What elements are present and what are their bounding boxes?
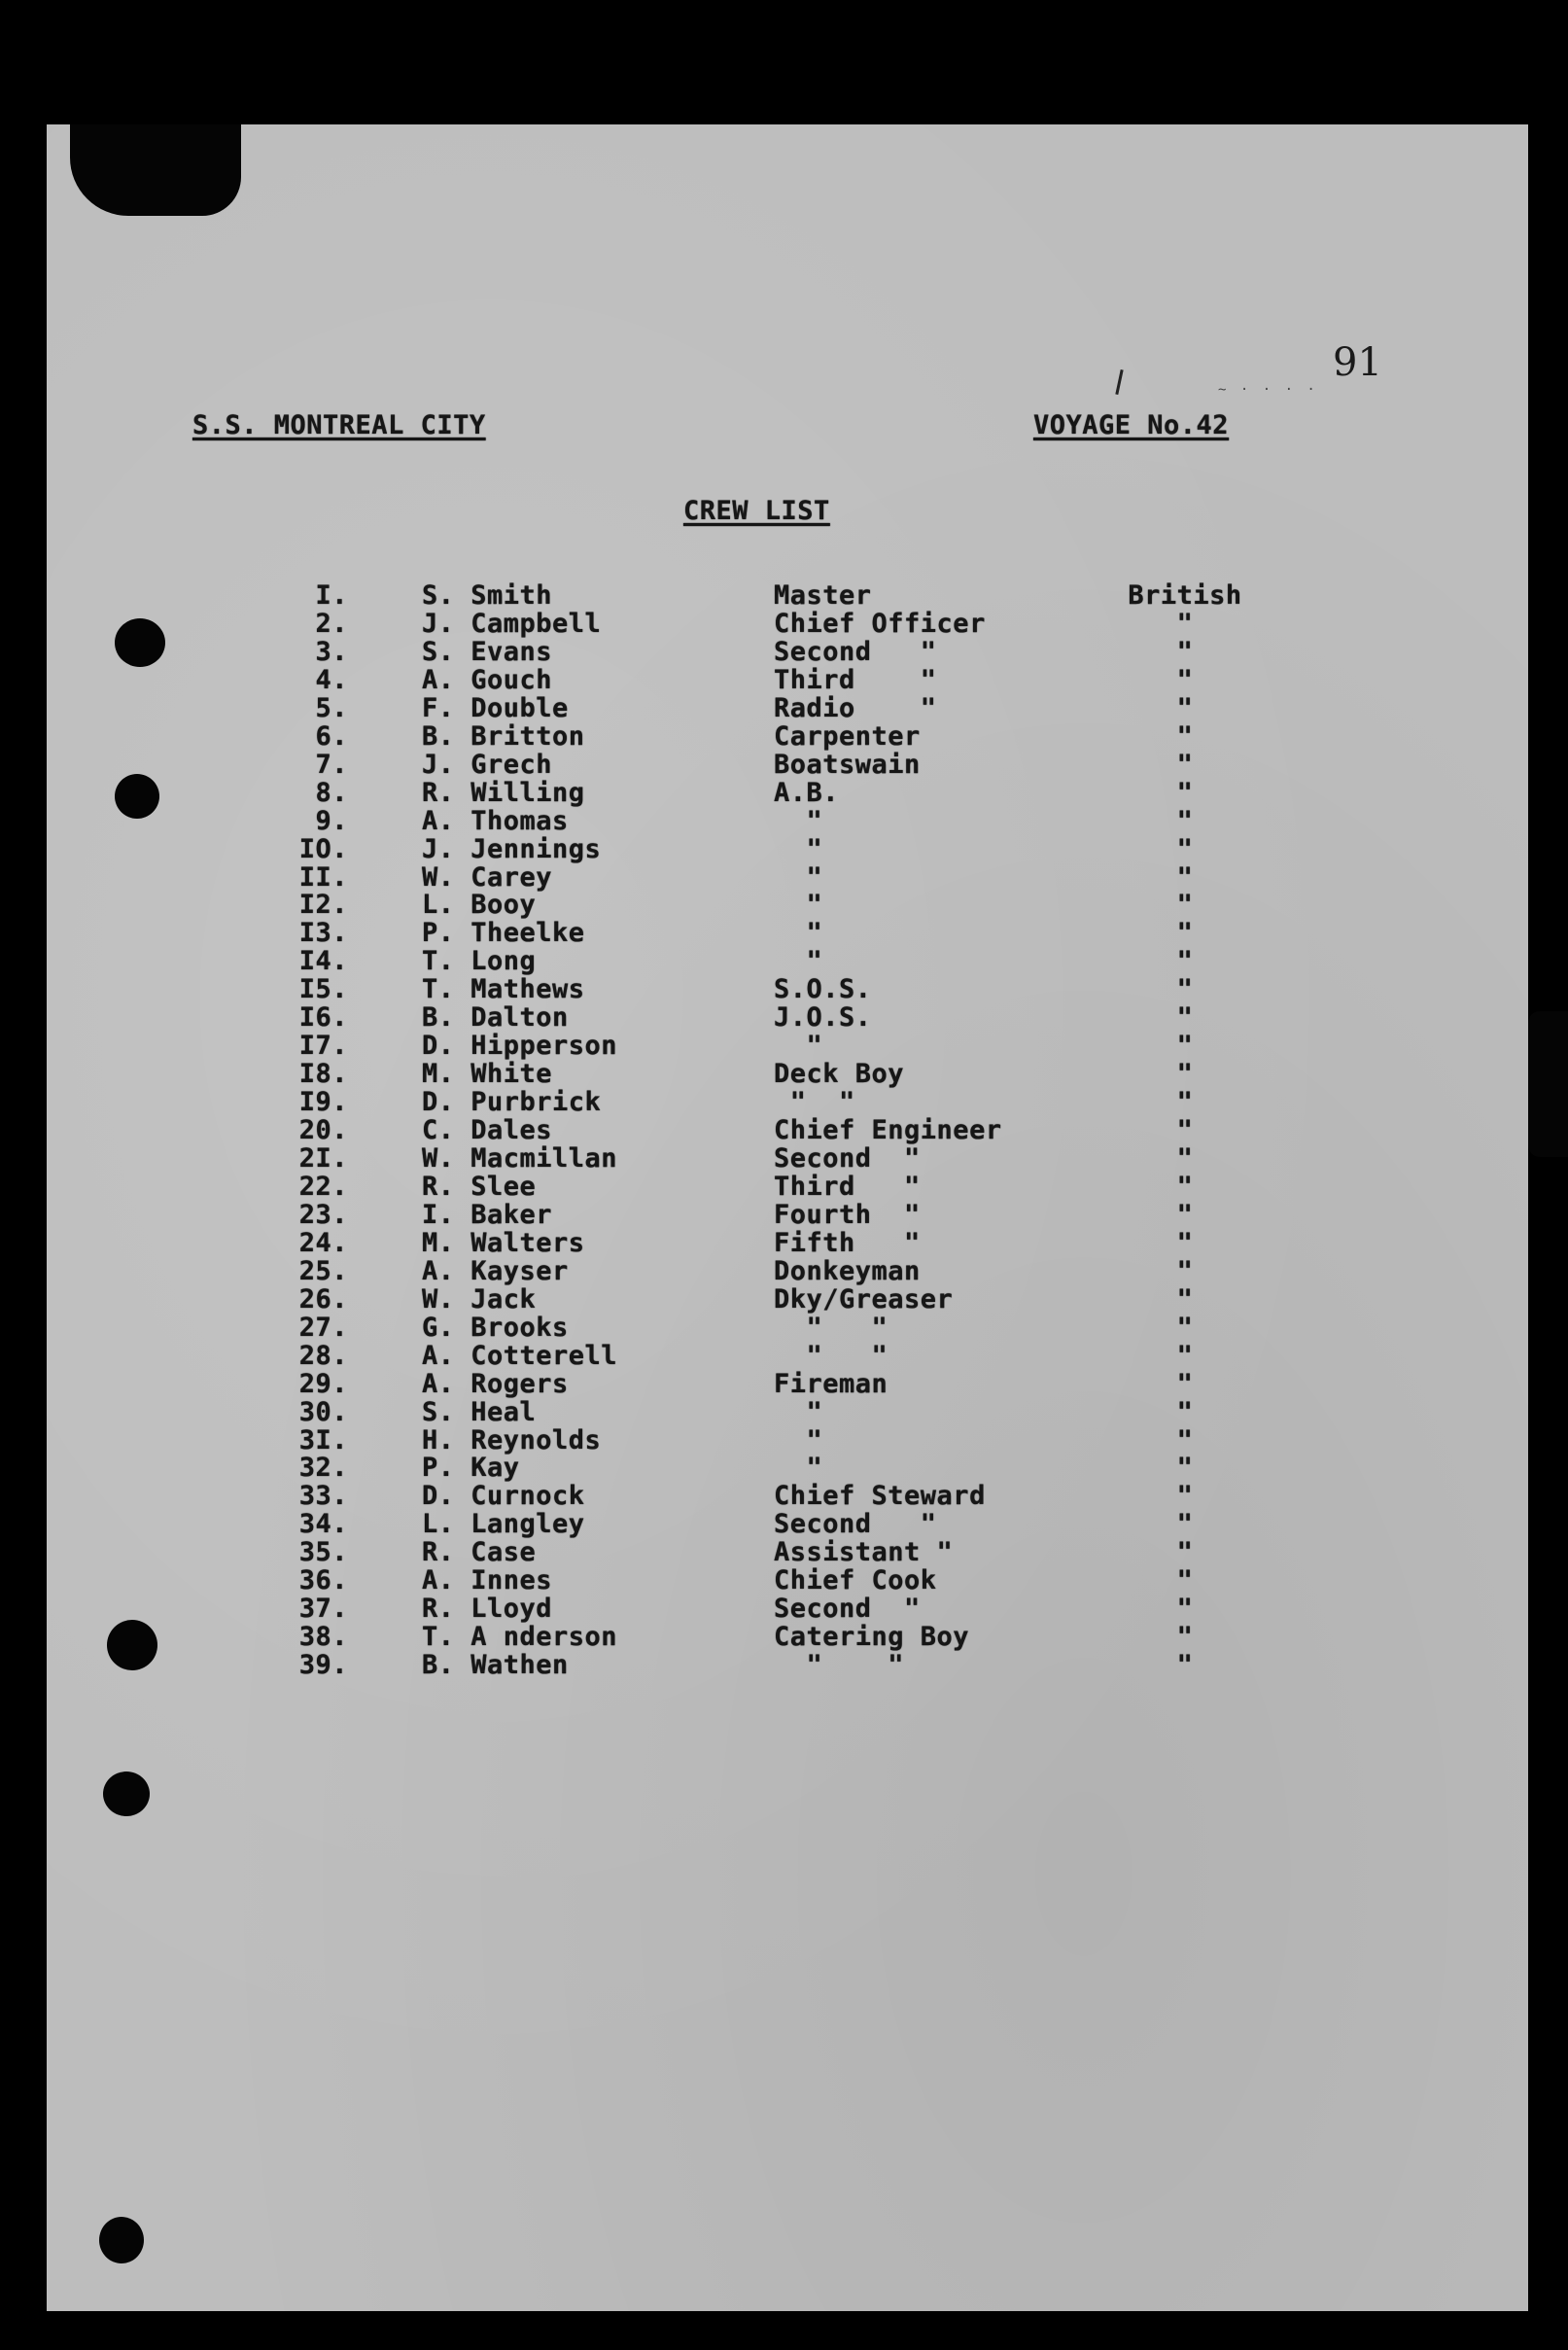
crew-rank: Fourth " [774,1199,921,1230]
crew-name: F. Double [422,692,569,723]
punch-hole [103,1771,150,1816]
crew-nationality: " [1176,1368,1194,1399]
crew-row [0,1369,1568,1397]
crew-nationality: " [1176,1115,1194,1146]
crew-number: 27. [298,1312,348,1343]
crew-rank: Carpenter [774,720,921,752]
crew-number: I6. [298,1002,348,1034]
crew-number: 30. [298,1396,348,1427]
crew-number: 28. [298,1340,348,1371]
crew-name: P. Kay [422,1453,520,1484]
crew-rank: Third " [774,664,937,695]
crew-nationality: " [1176,1199,1194,1230]
crew-rank: Chief Steward [774,1481,986,1512]
crew-row [0,1650,1568,1681]
crew-nationality: " [1176,608,1194,639]
crew-nationality: " [1176,833,1194,864]
crew-row [0,1537,1568,1568]
crew-number: 36. [298,1565,348,1596]
crew-number: 3. [315,636,348,667]
crew-row [0,806,1568,834]
crew-row [0,862,1568,891]
crew-row [0,1059,1568,1090]
crew-nationality: " [1176,1453,1194,1484]
crew-row [0,834,1568,862]
crew-name: G. Brooks [422,1312,569,1343]
ship-name: S.S. MONTREAL CITY [192,410,486,440]
page-number: 91 [1333,340,1382,385]
crew-nationality: " [1176,664,1194,695]
crew-row [0,1313,1568,1341]
crew-row [0,1341,1568,1369]
crew-nationality: " [1176,636,1194,667]
crew-number: 6. [315,720,348,752]
crew-number: 32. [298,1453,348,1484]
crew-row [0,1143,1568,1172]
crew-nationality: " [1176,1481,1194,1512]
crew-nationality: " [1176,1283,1194,1315]
crew-nationality: " [1176,692,1194,723]
crew-rank: Chief Engineer [774,1115,1002,1146]
crew-number: I2. [298,890,348,921]
crew-number: 29. [298,1368,348,1399]
crew-name: B. Dalton [422,1002,569,1034]
crew-nationality: " [1176,1594,1194,1625]
crew-rank: " [774,1453,823,1484]
crew-number: I4. [298,946,348,977]
crew-rank: Deck Boy [774,1059,905,1090]
crew-number: 7. [315,749,348,780]
crew-row [0,946,1568,977]
crew-name: D. Curnock [422,1481,585,1512]
crew-number: 35. [298,1537,348,1568]
crew-number: 37. [298,1594,348,1625]
crew-name: P. Theelke [422,918,585,949]
crew-rank: Fireman [774,1368,889,1399]
crew-nationality: " [1176,1622,1194,1653]
crew-name: S. Heal [422,1396,537,1427]
crew-name: S. Evans [422,636,553,667]
crew-rank: Dky/Greaser [774,1283,954,1315]
crew-number: I3. [298,918,348,949]
crew-rank: Radio " [774,692,937,723]
crew-number: 3I. [298,1424,348,1456]
crew-rank: " [774,805,823,836]
crew-number: 26. [298,1283,348,1315]
crew-row [0,1425,1568,1454]
crew-nationality: " [1176,805,1194,836]
crew-row [0,665,1568,693]
crew-rank: J.O.S. [774,1002,872,1034]
crew-list-title: CREW LIST [683,496,830,526]
crew-number: I. [315,580,348,611]
crew-name: A. Thomas [422,805,569,836]
crew-row [0,1087,1568,1118]
crew-name: W. Macmillan [422,1143,618,1174]
crew-nationality: " [1176,1312,1194,1343]
crew-nationality: " [1176,974,1194,1005]
crew-rank: A.B. [774,777,840,808]
crew-nationality: " [1176,1650,1194,1681]
crew-number: 20. [298,1115,348,1146]
punch-hole [99,2217,144,2263]
crew-number: 9. [315,805,348,836]
crew-rank: " " [774,1650,905,1681]
crew-name: A. Rogers [422,1368,569,1399]
crew-rank: Master [774,580,872,611]
crew-name: R. Case [422,1537,537,1568]
crew-name: B. Britton [422,720,585,752]
crew-number: 24. [298,1227,348,1258]
crew-nationality: " [1176,1031,1194,1062]
crew-number: 39. [298,1650,348,1681]
crew-name: T. Mathews [422,974,585,1005]
crew-row [0,637,1568,665]
crew-nationality: " [1176,890,1194,921]
crew-name: B. Wathen [422,1650,569,1681]
crew-nationality: " [1176,1002,1194,1034]
crew-nationality: " [1176,1537,1194,1568]
crew-name: A. Innes [422,1565,553,1596]
crew-nationality: " [1176,1171,1194,1202]
crew-nationality: " [1176,1143,1194,1174]
crew-rank: " [774,1396,823,1427]
crew-nationality: " [1176,1424,1194,1456]
crew-name: R. Lloyd [422,1594,553,1625]
crew-row [0,1594,1568,1625]
crew-row [0,1228,1568,1256]
crew-name: R. Willing [422,777,585,808]
crew-nationality: " [1176,861,1194,893]
crew-nationality: " [1176,1565,1194,1596]
crew-row [0,1172,1568,1200]
voyage-number: VOYAGE No.42 [1033,410,1230,440]
crew-name: S. Smith [422,580,553,611]
crew-nationality: " [1176,720,1194,752]
crew-number: 2. [315,608,348,639]
crew-number: 23. [298,1199,348,1230]
crew-number: 4. [315,664,348,695]
crew-number: 8. [315,777,348,808]
crew-nationality: " [1176,1509,1194,1540]
crew-nationality: " [1176,777,1194,808]
crew-number: 38. [298,1622,348,1653]
crew-number: 22. [298,1171,348,1202]
crew-name: J. Grech [422,749,553,780]
crew-rank: " [774,833,823,864]
crew-number: I7. [298,1031,348,1062]
crew-row [0,974,1568,1005]
crew-nationality: " [1176,918,1194,949]
crew-row [0,1200,1568,1228]
crew-name: D. Hipperson [422,1031,618,1062]
crew-name: J. Campbell [422,608,602,639]
crew-name: L. Booy [422,890,537,921]
crew-row [0,580,1568,609]
crew-row [0,1397,1568,1425]
crew-rank: Fifth " [774,1227,921,1258]
pen-dots: ~ · · · · [1218,382,1318,398]
crew-nationality: British [1128,580,1242,611]
crew-rank: " [774,890,823,921]
crew-nationality: " [1176,749,1194,780]
crew-rank: " " [774,1312,889,1343]
crew-number: 2I. [298,1143,348,1174]
crew-name: R. Slee [422,1171,537,1202]
scan-damage-corner [70,124,241,216]
crew-row [0,1031,1568,1062]
crew-row [0,609,1568,637]
crew-name: W. Carey [422,861,553,893]
crew-row [0,778,1568,806]
crew-row [0,1565,1568,1594]
crew-nationality: " [1176,1227,1194,1258]
crew-number: 5. [315,692,348,723]
crew-row [0,693,1568,721]
crew-name: J. Jennings [422,833,602,864]
crew-name: H. Reynolds [422,1424,602,1456]
crew-rank: " [774,946,823,977]
crew-name: C. Dales [422,1115,553,1146]
crew-rank: Boatswain [774,749,921,780]
crew-row [0,721,1568,750]
crew-nationality: " [1176,1340,1194,1371]
crew-row [0,1481,1568,1512]
crew-row [0,1622,1568,1653]
crew-name: M. Walters [422,1227,585,1258]
crew-rank: Second " [774,636,937,667]
crew-row [0,1256,1568,1284]
crew-rank: " [774,861,823,893]
crew-name: D. Purbrick [422,1087,602,1118]
crew-rank: Donkeyman [774,1255,921,1286]
crew-name: W. Jack [422,1283,537,1315]
crew-number: I9. [298,1087,348,1118]
crew-rank: Second " [774,1509,937,1540]
crew-nationality: " [1176,1059,1194,1090]
crew-row [0,918,1568,949]
crew-row [0,1453,1568,1484]
crew-name: T. A nderson [422,1622,618,1653]
crew-name: A. Cotterell [422,1340,618,1371]
crew-number: 34. [298,1509,348,1540]
crew-row [0,750,1568,778]
crew-rank: Second " [774,1594,921,1625]
crew-row [0,1284,1568,1313]
crew-rank: S.O.S. [774,974,872,1005]
crew-name: A. Kayser [422,1255,569,1286]
crew-nationality: " [1176,1396,1194,1427]
crew-rank: Chief Officer [774,608,986,639]
crew-rank: " [774,918,823,949]
crew-nationality: " [1176,1255,1194,1286]
crew-row [0,890,1568,921]
crew-name: M. White [422,1059,553,1090]
crew-number: II. [298,861,348,893]
crew-nationality: " [1176,1087,1194,1118]
crew-name: T. Long [422,946,537,977]
crew-row [0,1509,1568,1540]
crew-rank: " " [774,1087,855,1118]
crew-number: 25. [298,1255,348,1286]
crew-rank: Assistant " [774,1537,954,1568]
crew-number: 33. [298,1481,348,1512]
crew-nationality: " [1176,946,1194,977]
crew-rank: Catering Boy [774,1622,970,1653]
crew-rank: " [774,1424,823,1456]
crew-row [0,1002,1568,1034]
crew-name: A. Gouch [422,664,553,695]
crew-rank: " " [774,1340,889,1371]
crew-number: IO. [298,833,348,864]
crew-number: I5. [298,974,348,1005]
crew-name: L. Langley [422,1509,585,1540]
crew-rank: " [774,1031,823,1062]
crew-number: I8. [298,1059,348,1090]
crew-row [0,1115,1568,1146]
crew-name: I. Baker [422,1199,553,1230]
crew-rank: Chief Cook [774,1565,937,1596]
crew-rank: Second " [774,1143,921,1174]
crew-rank: Third " [774,1171,921,1202]
